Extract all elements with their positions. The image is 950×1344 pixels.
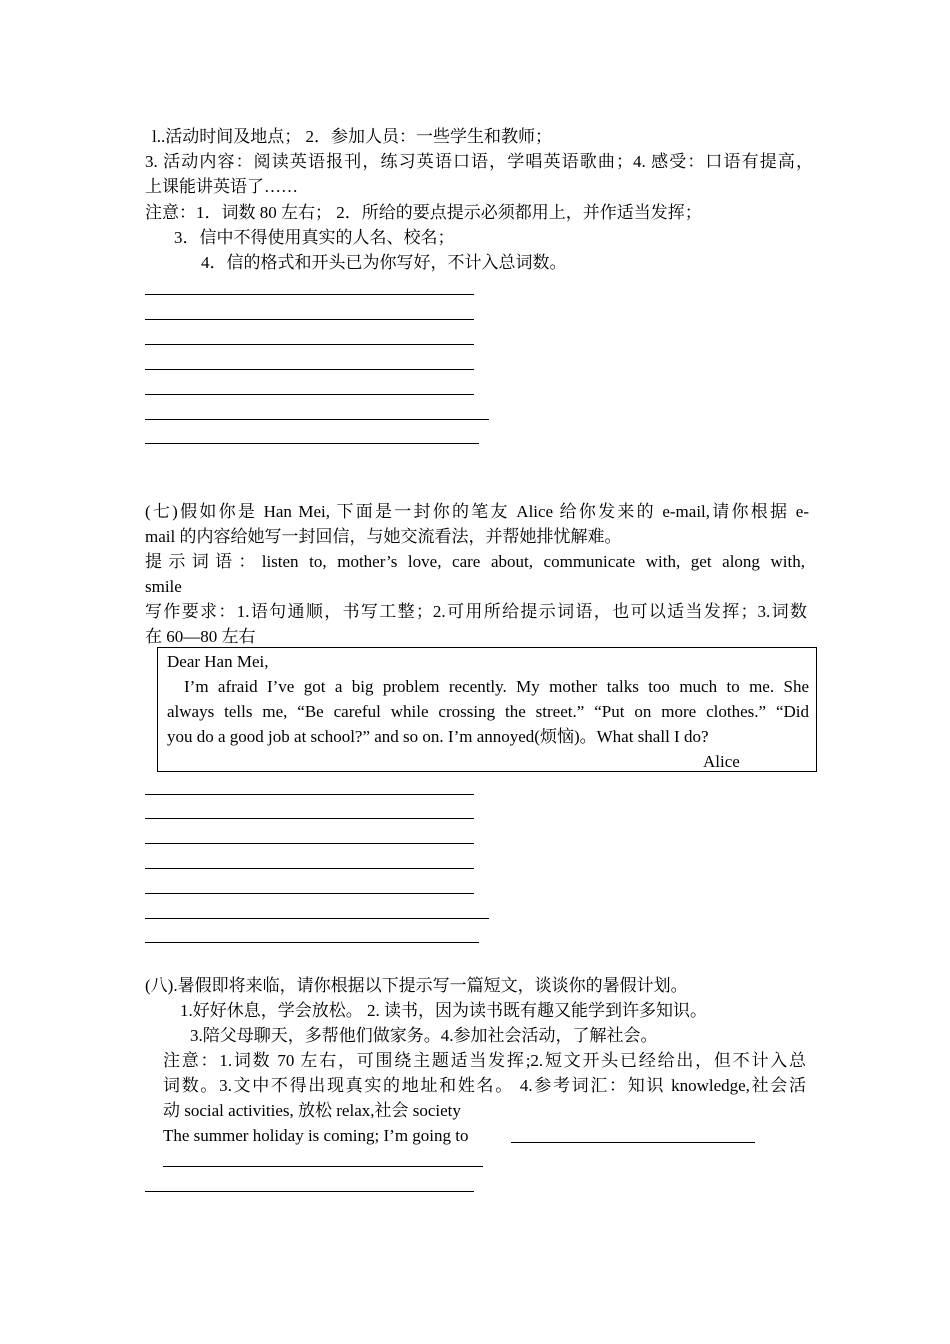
section8-notes-line1: 注意：1.词数 70 左右，可围绕主题适当发挥;2.短文开头已经给出，但不计入总 [163,1051,806,1070]
section7-hint-line2: smile [145,577,182,596]
answer-line[interactable] [145,843,474,844]
answer-line[interactable] [145,344,474,345]
notes-line2: 3．信中不得使用真实的人名、校名； [174,228,455,247]
section7-intro-line2: mail 的内容给她写一封回信，与她交流看法，并帮她排忧解难。 [145,527,622,546]
answer-line[interactable] [145,918,489,919]
answer-line[interactable] [145,319,474,320]
answer-line[interactable] [163,1166,483,1167]
section7-intro-line1: (七)假如你是 Han Mei, 下面是一封你的笔友 Alice 给你发来的 e-mail,请你根据 e- [145,502,809,521]
section8-point2: 3.陪父母聊天，多帮他们做家务。4.参加社会活动，了解社会。 [190,1026,658,1045]
email-body-line1: I’m afraid I’ve got a big problem recently. My mother talks too much to me. She [184,677,809,696]
answer-line[interactable] [145,794,474,795]
section8-notes-line3: 动 social activities, 放松 relax,社会 society [163,1101,461,1120]
email-body-line3: you do a good job at school?” and so on. I’m annoyed(烦恼)。What shall I do? [167,727,709,746]
answer-line[interactable] [145,942,479,943]
section7-hint-line1: 提示词语：listen to, mother’s love, care about, communicate with, get along with, [145,552,805,571]
answer-line[interactable] [145,868,474,869]
notes-line3: 4．信的格式和开头已为你写好，不计入总词数。 [201,253,567,272]
email-greeting: Dear Han Mei, [167,652,269,671]
activity-points-line2: 3. 活动内容：阅读英语报刊，练习英语口语，学唱英语歌曲；4. 感受：口语有提高， [145,152,813,171]
answer-line[interactable] [511,1142,755,1143]
email-body-line2: always tells me, “Be careful while crossing the street.” “Put on more clothes.” “Did [167,702,809,721]
section7-requirements-line1: 写作要求：1.语句通顺，书写工整；2.可用所给提示词语，也可以适当发挥；3.词数 [145,602,807,621]
section8-intro: (八).暑假即将来临，请你根据以下提示写一篇短文，谈谈你的暑假计划。 [145,976,688,995]
essay-starter: The summer holiday is coming; I’m going to [163,1126,469,1145]
answer-line[interactable] [145,394,474,395]
section7-requirements-line2: 在 60—80 左右 [145,627,256,646]
answer-line[interactable] [145,893,474,894]
email-signature: Alice [703,752,740,771]
answer-line[interactable] [145,1191,474,1192]
activity-points-line3: 上课能讲英语了…… [145,177,298,196]
answer-line[interactable] [145,443,479,444]
section8-point1: 1.好好休息，学会放松。 2. 读书，因为读书既有趣又能学到许多知识。 [180,1001,707,1020]
notes-line1: 注意：1．词数 80 左右； 2．所给的要点提示必须都用上，并作适当发挥； [145,203,702,222]
answer-line[interactable] [145,369,474,370]
answer-line[interactable] [145,294,474,295]
section8-notes-line2: 词数。3.文中不得出现真实的地址和姓名。 4.参考词汇：知识 knowledge,社会活 [163,1076,806,1095]
answer-line[interactable] [145,818,474,819]
answer-line[interactable] [145,419,489,420]
activity-points-line1: l..活动时间及地点； 2．参加人员：一些学生和教师； [152,127,552,146]
